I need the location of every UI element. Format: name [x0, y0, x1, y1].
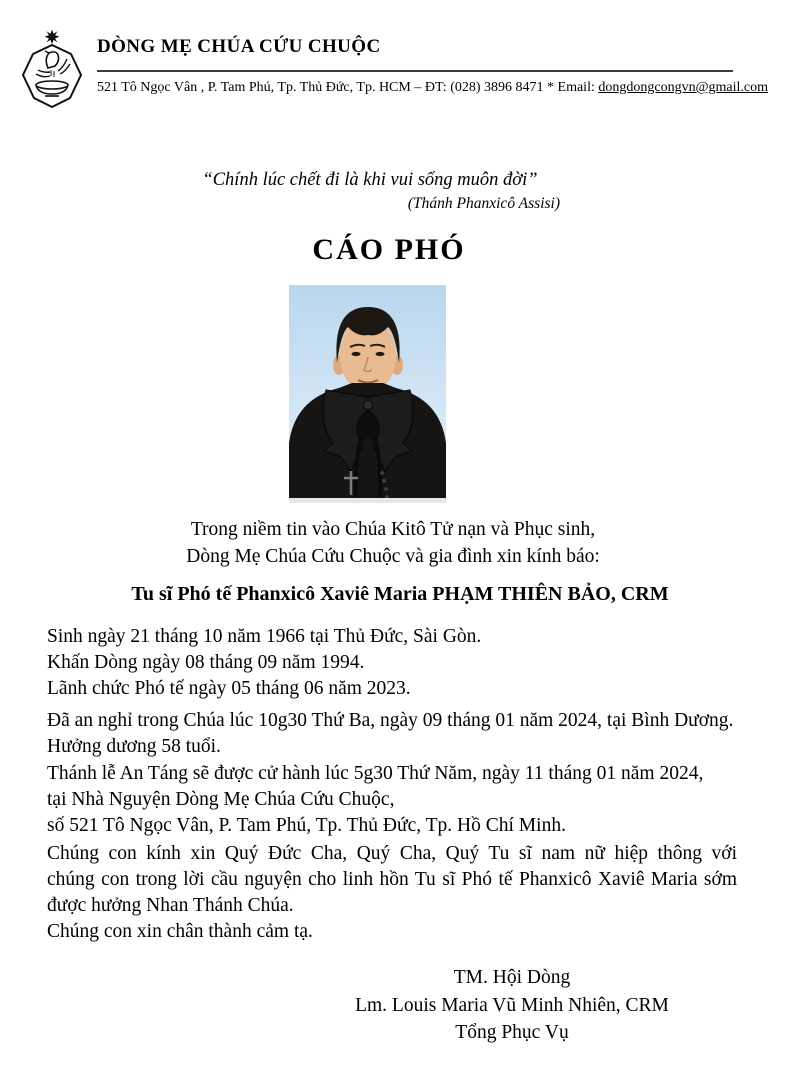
header-divider	[97, 70, 733, 72]
request-line-2: chúng con trong lời cầu nguyện cho linh hồn Tu sĩ Phó tế Phanxicô Xaviê Maria sớm	[47, 869, 737, 890]
funeral-line-2: tại Nhà Nguyện Dòng Mẹ Chúa Cứu Chuộc,	[47, 789, 395, 810]
announcement-intro	[0, 516, 786, 570]
page-title: CÁO PHÓ	[312, 233, 466, 266]
organization-name: DÒNG MẸ CHÚA CỨU CHUỘC	[97, 36, 381, 57]
funeral-paragraph	[47, 761, 737, 839]
prayer-request-paragraph	[47, 841, 737, 919]
death-line-1: Đã an nghỉ trong Chúa lúc 10g30 Thứ Ba, ngày 09 tháng 01 năm 2024, tại Bình Dương.	[47, 710, 734, 731]
thanks-line: Chúng con xin chân thành cảm tạ.	[47, 921, 313, 942]
death-line-2: Hưởng dương 58 tuổi.	[47, 736, 221, 757]
address-text: 521 Tô Ngọc Vân , P. Tam Phú, Tp. Thủ Đức, Tp. HCM – ĐT: (028) 3896 8471 * Email:	[97, 80, 599, 95]
signature-signer-title: Tổng Phục Vụ	[455, 1022, 569, 1043]
signature-signer: Lm. Louis Maria Vũ Minh Nhiên, CRM	[355, 994, 669, 1016]
birth-line: Sinh ngày 21 tháng 10 năm 1966 tại Thủ Đức, Sài Gòn.	[47, 626, 482, 647]
congregation-emblem-icon	[18, 28, 86, 110]
intro-line-1: Trong niềm tin vào Chúa Kitô Tử nạn và Phục sinh,	[190, 519, 596, 540]
biography-paragraph	[47, 624, 737, 702]
funeral-line-1: Thánh lễ An Táng sẽ được cử hành lúc 5g30 Thứ Năm, ngày 11 tháng 01 năm 2024,	[47, 763, 704, 784]
signature-on-behalf: TM. Hội Dòng	[453, 967, 571, 988]
funeral-line-3: số 521 Tô Ngọc Vân, P. Tam Phú, Tp. Thủ Đức, Tp. Hồ Chí Minh.	[47, 815, 566, 836]
epigraph	[178, 170, 562, 213]
organization-address	[97, 80, 768, 96]
epigraph-quote: “Chính lúc chết đi là khi vui sống muôn đời”	[202, 170, 538, 190]
intro-line-2: Dòng Mẹ Chúa Cứu Chuộc và gia đình xin kính báo:	[186, 546, 600, 567]
vows-line: Khấn Dòng ngày 08 tháng 09 năm 1994.	[47, 652, 365, 673]
signature-block	[312, 964, 712, 1047]
death-paragraph	[47, 708, 737, 760]
request-line-3: được hưởng Nhan Thánh Chúa.	[47, 895, 294, 916]
diaconate-line: Lãnh chức Phó tế ngày 05 tháng 06 năm 2023.	[47, 678, 411, 699]
email-link[interactable]: dongdongcongvn@gmail.com	[598, 80, 768, 95]
epigraph-attribution: (Thánh Phanxicô Assisi)	[407, 195, 560, 212]
deceased-name: Tu sĩ Phó tế Phanxicô Xaviê Maria PHẠM THIÊN BẢO, CRM	[131, 583, 669, 605]
request-line-1: Chúng con kính xin Quý Đức Cha, Quý Cha, Quý Tu sĩ nam nữ hiệp thông với	[47, 843, 737, 864]
deceased-portrait	[289, 285, 446, 503]
